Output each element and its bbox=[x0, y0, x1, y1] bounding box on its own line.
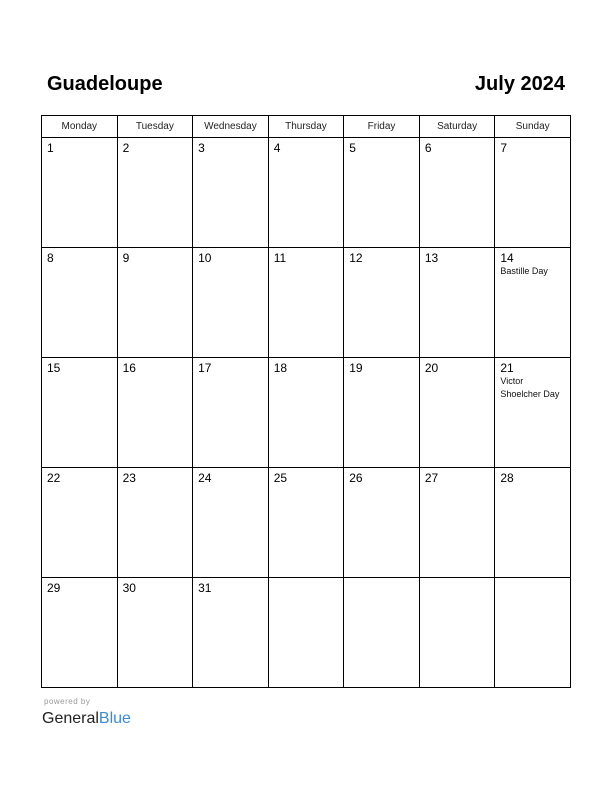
day-number: 21 bbox=[500, 361, 514, 375]
day-number: 16 bbox=[122, 361, 136, 375]
day-number bbox=[269, 578, 344, 581]
day-number: 3 bbox=[198, 141, 205, 155]
day-cell bbox=[344, 358, 420, 468]
day-cell bbox=[419, 138, 495, 248]
day-cell bbox=[495, 468, 571, 578]
day-number: 28 bbox=[500, 471, 514, 485]
day-cell bbox=[344, 578, 420, 688]
day-cell bbox=[268, 138, 344, 248]
week-row bbox=[42, 358, 571, 468]
day-number: 15 bbox=[47, 361, 61, 375]
weekday-header: Wednesday bbox=[193, 116, 269, 138]
day-cell bbox=[268, 468, 344, 578]
weekday-header: Monday bbox=[42, 116, 118, 138]
brand-logo bbox=[42, 709, 131, 729]
holiday-label: Bastille Day bbox=[500, 266, 548, 276]
day-number: 12 bbox=[349, 251, 363, 265]
day-number: 19 bbox=[349, 361, 363, 375]
day-cell bbox=[193, 578, 269, 688]
day-number: 2 bbox=[122, 141, 130, 155]
day-number: 20 bbox=[424, 361, 439, 375]
week-row bbox=[42, 138, 571, 248]
day-number: 29 bbox=[47, 581, 61, 595]
day-number: 23 bbox=[122, 471, 136, 485]
day-cell bbox=[117, 468, 193, 578]
weekday-header: Friday bbox=[344, 116, 420, 138]
powered-by-text: powered by bbox=[44, 697, 91, 706]
country-title: Guadeloupe bbox=[47, 73, 163, 95]
day-number: 26 bbox=[349, 471, 363, 485]
footer-branding bbox=[42, 697, 131, 729]
day-number: 10 bbox=[198, 251, 212, 265]
day-cell bbox=[42, 358, 118, 468]
day-number: 31 bbox=[198, 581, 212, 595]
day-number: 9 bbox=[122, 251, 130, 265]
month-year-title: July 2024 bbox=[474, 73, 565, 95]
day-number: 8 bbox=[47, 251, 54, 265]
day-number: 7 bbox=[500, 141, 508, 155]
day-cell bbox=[495, 578, 571, 688]
day-number: 11 bbox=[273, 251, 287, 265]
day-number: 14 bbox=[500, 251, 514, 265]
week-row bbox=[42, 578, 571, 688]
weekday-header-row bbox=[42, 116, 571, 138]
day-cell bbox=[344, 138, 420, 248]
brand-general-text: General bbox=[42, 710, 99, 727]
day-number: 5 bbox=[349, 141, 356, 155]
day-number: 4 bbox=[273, 141, 281, 155]
day-number: 1 bbox=[47, 141, 54, 155]
day-cell bbox=[117, 578, 193, 688]
week-row bbox=[42, 248, 571, 358]
weekday-header: Thursday bbox=[268, 116, 344, 138]
day-cell bbox=[117, 358, 193, 468]
day-cell bbox=[419, 468, 495, 578]
day-cell bbox=[193, 358, 269, 468]
day-number: 22 bbox=[47, 471, 61, 485]
day-cell bbox=[42, 248, 118, 358]
day-cell bbox=[42, 578, 118, 688]
day-cell bbox=[193, 468, 269, 578]
day-number: 24 bbox=[198, 471, 212, 485]
day-cell bbox=[268, 248, 344, 358]
day-cell bbox=[268, 578, 344, 688]
day-number bbox=[344, 578, 419, 581]
day-number: 6 bbox=[424, 141, 432, 155]
week-row bbox=[42, 468, 571, 578]
day-cell bbox=[344, 248, 420, 358]
calendar-grid bbox=[41, 115, 571, 688]
weekday-header: Saturday bbox=[419, 116, 495, 138]
day-cell bbox=[495, 358, 571, 468]
weekday-header: Sunday bbox=[495, 116, 571, 138]
day-number: 13 bbox=[424, 251, 439, 265]
day-cell bbox=[193, 248, 269, 358]
day-cell bbox=[117, 248, 193, 358]
day-number: 25 bbox=[273, 471, 288, 485]
day-cell bbox=[419, 248, 495, 358]
brand-blue-text: Blue bbox=[98, 710, 131, 727]
day-cell bbox=[419, 578, 495, 688]
holiday-label: Victor Shoelcher Day bbox=[500, 376, 560, 399]
weekday-header: Tuesday bbox=[117, 116, 193, 138]
day-number: 18 bbox=[273, 361, 288, 375]
day-cell bbox=[495, 248, 571, 358]
day-cell bbox=[42, 138, 118, 248]
day-cell bbox=[344, 468, 420, 578]
day-cell bbox=[268, 358, 344, 468]
day-number: 17 bbox=[198, 361, 212, 375]
day-cell bbox=[42, 468, 118, 578]
day-cell bbox=[419, 358, 495, 468]
day-number bbox=[420, 578, 495, 581]
day-number: 27 bbox=[424, 471, 439, 485]
day-number bbox=[495, 578, 570, 581]
day-cell bbox=[117, 138, 193, 248]
day-cell bbox=[495, 138, 571, 248]
day-number: 30 bbox=[122, 581, 136, 595]
day-cell bbox=[193, 138, 269, 248]
